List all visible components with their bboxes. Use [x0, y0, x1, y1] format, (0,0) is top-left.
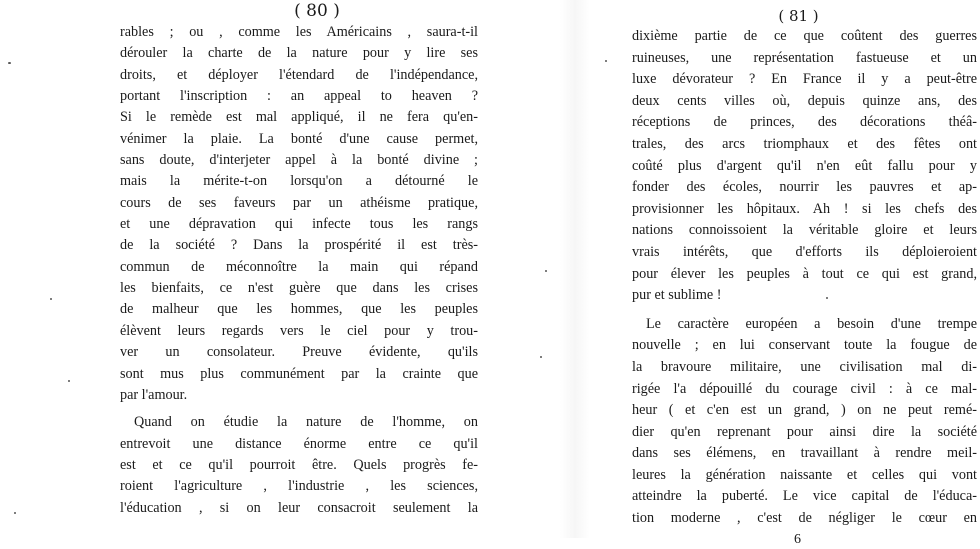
text-line: luxe dévorateur ? En France il y a peut-être — [632, 71, 977, 88]
book-gutter — [560, 0, 590, 538]
text-line: mais la mérite-t-on lorsqu'on a détourné le — [120, 173, 478, 190]
text-line: ruineuses, une représentation fastueuse et un — [632, 49, 977, 66]
text-line: sans doute, d'interjeter appel à la bonté divine ; — [120, 152, 478, 169]
text-line: droits, et déployer l'étendard de l'indépendance, — [120, 66, 478, 83]
text-line: roient l'agriculture , l'industrie , les sciences, — [120, 478, 478, 495]
text-line: leures la génération naissante et celles qui vont — [632, 466, 977, 483]
text-line: provisionner les hôpitaux. Ah ! si les chefs des — [632, 200, 977, 217]
text-line: dans ses élémens, en travaillant à rendre meil- — [632, 445, 977, 462]
text-line: Quand on étudie la nature de l'homme, on — [134, 414, 478, 431]
text-line: entrevoit une distance énorme entre ce qu'il — [120, 435, 478, 452]
text-line: rigée l'a dépouillé du courage civil : à ce mal- — [632, 380, 977, 397]
text-line: deux cents villes où, depuis quinze ans, des — [632, 92, 977, 109]
text-line: pour élever les peuples à tout ce qui est grand, — [632, 265, 977, 282]
text-line: tion moderne , c'est de négliger le cœur en — [632, 510, 977, 527]
text-line: commun de méconnoître la main qui répand — [120, 258, 478, 275]
text-line: dérouler la charte de la nature pour y lire ses — [120, 45, 478, 62]
text-line: la bravoure militaire, une civilisation mal di- — [632, 358, 977, 375]
text-line: est et ce qu'il pourroit être. Quels progrès fe- — [120, 456, 478, 473]
text-line: heur ( et c'en est un grand, ) on ne peut remé- — [632, 402, 977, 419]
text-line: Le caractère européen a besoin d'une trempe — [646, 315, 977, 332]
text-line: fonder des écoles, nourrir les pauvres et ap- — [632, 179, 977, 196]
text-line: vrais intérêts, que d'efforts ils déploieroient — [632, 243, 977, 260]
text-line: ver un consolateur. Preuve évidente, qu'ils — [120, 344, 478, 361]
text-line: sont mus plus communément par la crainte que — [120, 365, 478, 382]
right-paragraph-1 — [632, 26, 977, 307]
text-line: dier qu'en reprenant pour ainsi dire la société — [632, 423, 977, 440]
text-line: cours de ses faveurs par un athéisme pratique, — [120, 194, 478, 211]
right-paragraph-2 — [632, 314, 977, 530]
text-line: portant l'inscription : an appeal to heaven ? — [120, 88, 478, 105]
text-line: nouvelle ; en lui conservant toute la fougue de — [632, 337, 977, 354]
text-line: élèvent leurs regards vers le ciel pour y trou- — [120, 322, 478, 339]
text-line: et une dépravation qui infecte tous les rangs — [120, 216, 478, 233]
left-page — [120, 0, 478, 538]
text-line: les bienfaits, ce n'est guère que dans les crises — [120, 280, 478, 297]
text-line: dixième partie de ce que coûtent des guerres — [632, 28, 977, 44]
text-line: nations connoissoient la véritable gloire et leurs — [632, 222, 977, 239]
text-line: trales, des arcs triomphaux et des fêtes ont — [632, 135, 977, 152]
text-line: coûté plus d'argent qu'il n'en eût fallu pour y — [632, 157, 977, 174]
right-page — [632, 0, 977, 547]
left-page-number: ( 80 ) — [294, 1, 340, 21]
text-line: de la société ? Dans la prospérité il est très- — [120, 237, 478, 254]
text-line: atteindre la puberté. Le vice capital de l'éduca- — [632, 488, 977, 505]
text-line: rables ; ou , comme les Américains , saura-t-il — [120, 24, 478, 40]
left-paragraph-2 — [120, 412, 478, 519]
text-line: Si le remède est mal appliqué, il ne fera qu'en- — [120, 109, 478, 126]
text-line: réceptions de princes, des décorations théâ- — [632, 114, 977, 131]
text-line: de malheur que les hommes, que les peuples — [120, 301, 478, 318]
signature-mark: 6 — [794, 531, 801, 547]
text-line: l'éducation , si on leur consacroit seulement la — [120, 499, 478, 516]
text-line: vénimer la plaie. La bonté d'une cause permet, — [120, 130, 478, 147]
left-paragraph-1 — [120, 22, 478, 406]
text-line: par l'amour. — [120, 386, 188, 403]
right-page-number: ( 81 ) — [778, 7, 819, 25]
text-line: pur et sublime ! — [632, 287, 722, 304]
